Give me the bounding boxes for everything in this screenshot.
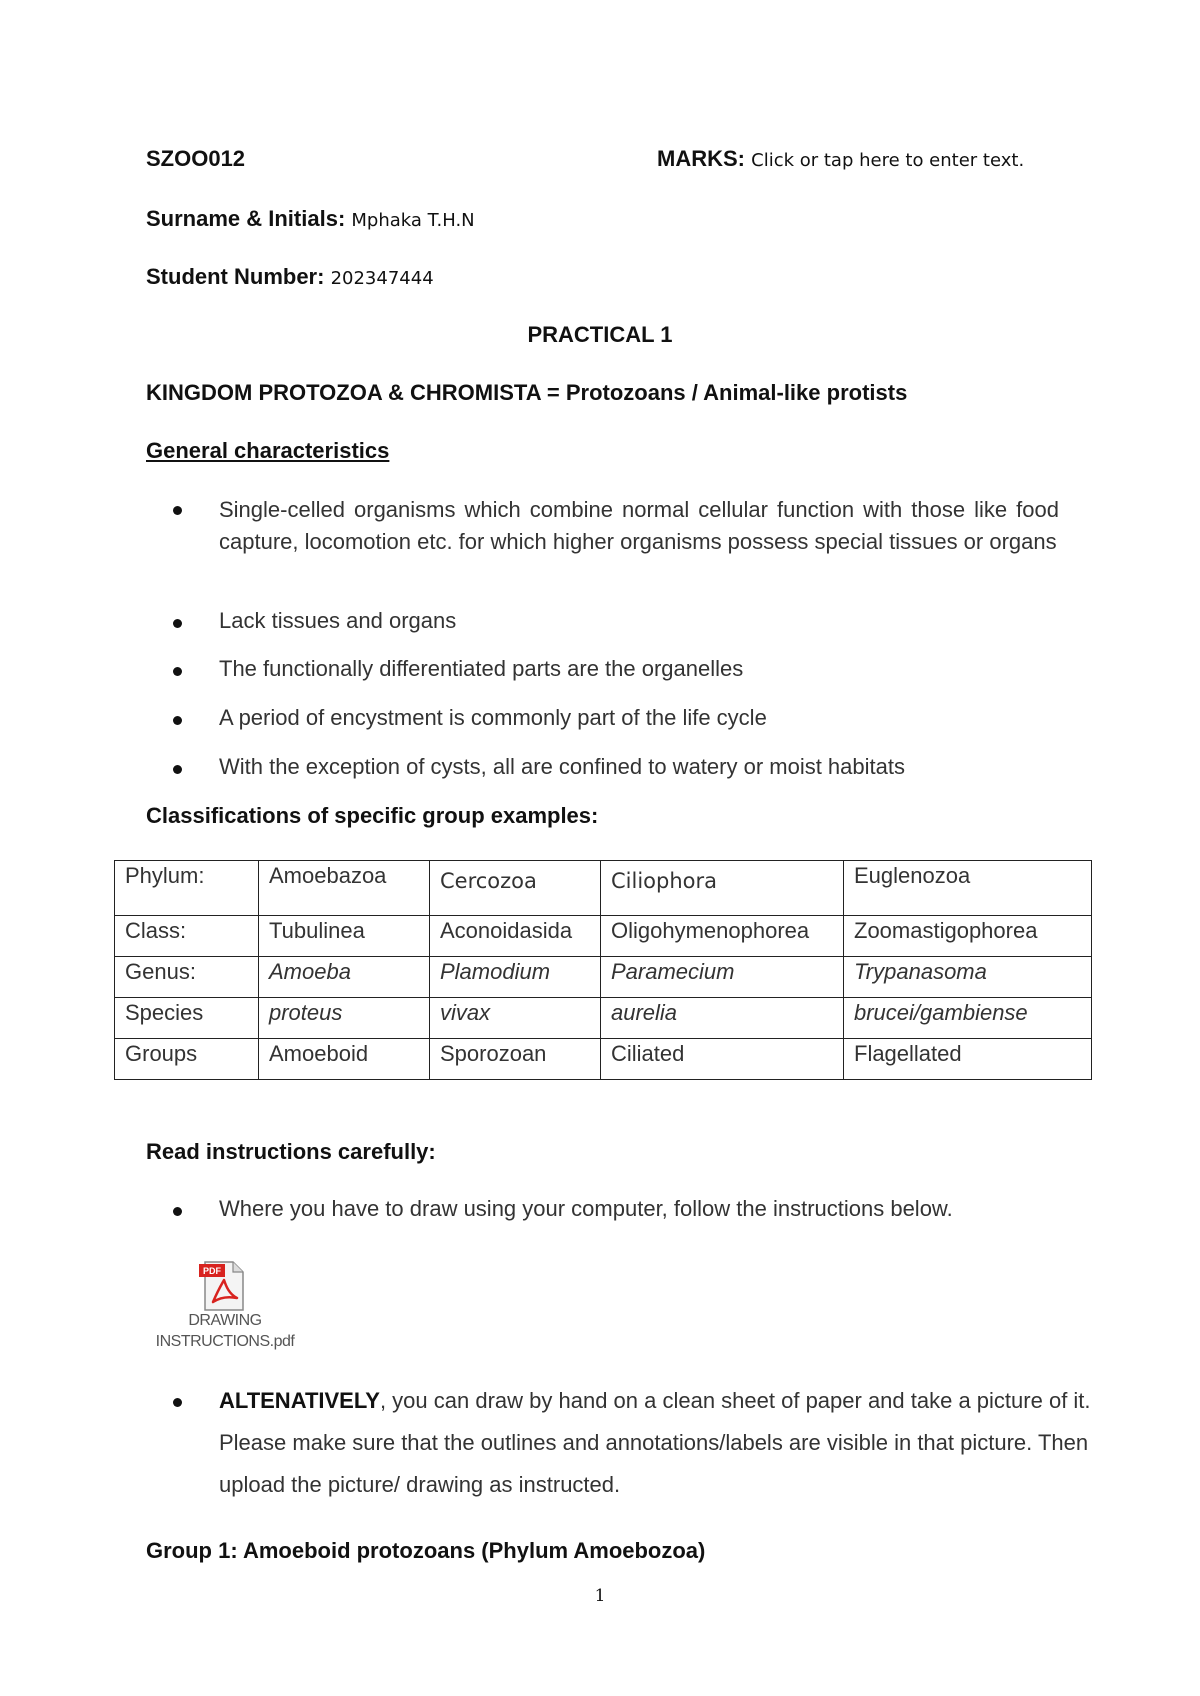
list-item: The functionally differentiated parts are the organelles <box>219 656 744 681</box>
pdf-badge: PDF <box>203 1266 221 1276</box>
pdf-label <box>155 1310 295 1352</box>
instructions-heading: Read instructions carefully: <box>146 1139 436 1164</box>
table-row <box>115 1039 1092 1080</box>
pdf-file-icon <box>197 1258 247 1312</box>
list-item: A period of encystment is commonly part of the life cycle <box>219 705 767 730</box>
table-cell: Species <box>115 998 259 1039</box>
alternatively-label: ALTENATIVELY <box>219 1388 380 1413</box>
table-cell: Flagellated <box>844 1039 1092 1080</box>
student-number-value[interactable]: 202347444 <box>330 268 434 289</box>
surname-label: Surname & Initials: <box>146 206 346 231</box>
table-row <box>115 957 1092 998</box>
bullet-icon <box>173 1398 182 1407</box>
general-characteristics-heading: General characteristics <box>146 438 390 463</box>
table-cell: Genus: <box>115 957 259 998</box>
table-cell: Zoomastigophorea <box>844 916 1092 957</box>
bullet-icon <box>173 667 182 676</box>
classification-heading: Classifications of specific group examples: <box>146 803 599 828</box>
table-cell: Euglenozoa <box>844 861 1092 916</box>
table-cell: proteus <box>259 998 430 1039</box>
surname-field <box>146 206 475 232</box>
marks-label: MARKS: <box>657 146 745 171</box>
page-title: PRACTICAL 1 <box>527 322 673 347</box>
table-row <box>115 998 1092 1039</box>
table-cell: Class: <box>115 916 259 957</box>
table-cell: brucei/gambiense <box>844 998 1092 1039</box>
table-cell: Phylum: <box>115 861 259 916</box>
table-cell: Cercozoa <box>430 861 601 916</box>
list-item: Lack tissues and organs <box>219 608 457 633</box>
list-item: Single-celled organisms which combine normal cellular function with those like food capture, locomotion etc. for which higher organisms possess special tissues or organs <box>219 497 1059 554</box>
alternatively-text: , you can draw by hand on a clean sheet of paper and take a picture of it. Please make sure that the outlines and annotations/labels are visible in that picture. Then upload the picture/ drawing as instructed. <box>219 1388 1091 1497</box>
pdf-label-line1: DRAWING <box>188 1312 262 1329</box>
student-number-field <box>146 264 434 290</box>
student-number-label: Student Number: <box>146 264 325 289</box>
instruction-item: Where you have to draw using your computer, follow the instructions below. <box>219 1196 953 1221</box>
pdf-attachment[interactable] <box>155 1258 295 1348</box>
table-cell: Groups <box>115 1039 259 1080</box>
table-cell: Oligohymenophorea <box>601 916 844 957</box>
kingdom-heading: KINGDOM PROTOZOA & CHROMISTA = Protozoans / Animal-like protists <box>146 380 908 405</box>
classification-table <box>114 860 1092 1080</box>
table-row <box>115 916 1092 957</box>
table-cell: Sporozoan <box>430 1039 601 1080</box>
table-cell: Trypanasoma <box>844 957 1092 998</box>
table-row <box>115 861 1092 916</box>
page-number: 1 <box>594 1586 606 1606</box>
bullet-icon <box>173 619 182 628</box>
pdf-label-line2: INSTRUCTIONS.pdf <box>155 1333 295 1350</box>
list-item: With the exception of cysts, all are confined to watery or moist habitats <box>219 754 905 779</box>
bullet-icon <box>173 1207 182 1216</box>
table-cell: Amoebazoa <box>259 861 430 916</box>
table-cell: Paramecium <box>601 957 844 998</box>
course-code: SZOO012 <box>146 146 246 171</box>
group1-heading: Group 1: Amoeboid protozoans (Phylum Amoebozoa) <box>146 1538 706 1563</box>
table-cell: Amoeba <box>259 957 430 998</box>
table-cell: Aconoidasida <box>430 916 601 957</box>
table-cell: Ciliophora <box>601 861 844 916</box>
bullet-icon <box>173 506 182 515</box>
surname-value[interactable]: Mphaka T.H.N <box>351 210 475 231</box>
bullet-icon <box>173 765 182 774</box>
table-cell: aurelia <box>601 998 844 1039</box>
marks-input[interactable]: Click or tap here to enter text. <box>751 150 1025 171</box>
marks-field <box>657 146 1024 172</box>
table-cell: Plamodium <box>430 957 601 998</box>
instruction-item <box>219 1380 1099 1506</box>
table-cell: Amoeboid <box>259 1039 430 1080</box>
table-cell: Tubulinea <box>259 916 430 957</box>
table-cell: vivax <box>430 998 601 1039</box>
bullet-icon <box>173 716 182 725</box>
table-cell: Ciliated <box>601 1039 844 1080</box>
